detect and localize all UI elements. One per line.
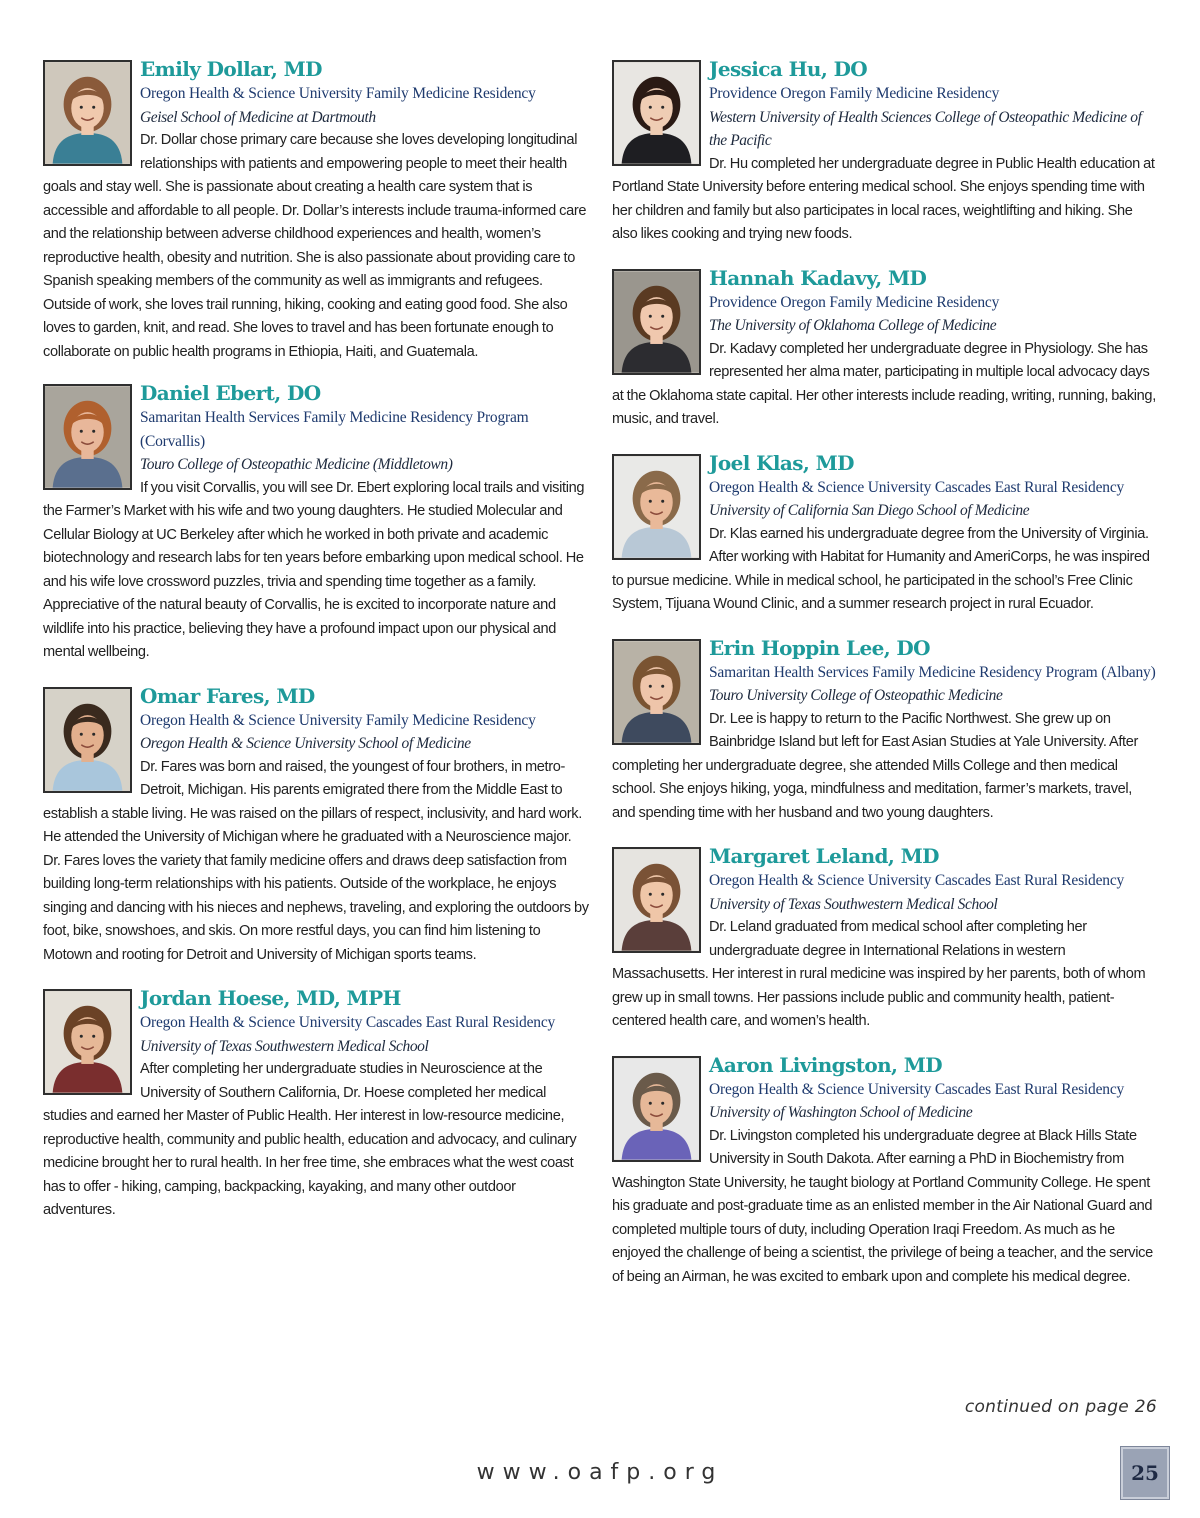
portrait-photo bbox=[612, 1056, 701, 1162]
portrait-photo bbox=[612, 847, 701, 953]
portrait-photo bbox=[612, 454, 701, 560]
medical-school: Geisel School of Medicine at Dartmouth bbox=[140, 108, 376, 126]
profile-hannah-kadavy bbox=[612, 265, 1158, 432]
profile-margaret-leland bbox=[612, 843, 1158, 1034]
residency-program: Oregon Health & Science University Cascades East Rural Residency bbox=[709, 478, 1125, 496]
portrait-photo bbox=[43, 60, 132, 166]
profile-jordan-hoese bbox=[43, 985, 589, 1223]
profile-name: Jordan Hoese, MD, MPH bbox=[140, 986, 401, 1010]
medical-school: University of Texas Southwestern Medical School bbox=[140, 1037, 429, 1055]
profile-name: Daniel Ebert, DO bbox=[140, 381, 321, 405]
medical-school: Western University of Health Sciences College of Osteopathic Medicine of the Pacific bbox=[709, 108, 1142, 149]
profile-name: Hannah Kadavy, MD bbox=[709, 265, 927, 290]
medical-school: University of Washington School of Medicine bbox=[709, 1104, 973, 1121]
profile-joel-klas bbox=[612, 450, 1158, 617]
medical-school: The University of Oklahoma College of Medicine bbox=[709, 317, 997, 334]
residency-program: Oregon Health & Science University Cascades East Rural Residency bbox=[709, 1080, 1125, 1098]
portrait-photo bbox=[43, 687, 132, 793]
profile-name: Joel Klas, MD bbox=[709, 450, 854, 475]
biography-text: Dr. Kadavy completed her undergraduate degree in Physiology. She has represented her alma mater, participating in multiple local advocacy days at the Oklahoma state capital. Her other interests include reading, writing, running, baking, music, and travel. bbox=[612, 340, 1156, 427]
biography-text: Dr. Dollar chose primary care because she loves developing longitudinal relationships with patients and empowering people to meet their health goals and stay well. She is passionate about creating a health care system that is accessible and affordable to all people. Dr. Dollar’s interests include trauma-informed care and the relationship between adverse childhood experiences and health, women’s reproductive health, obesity and nutrition. She is also passionate about providing care to Spanish speaking members of the community as well as immigrants and refugees. Outside of work, she loves trail running, hiking, cooking and eating good food. She also loves to garden, knit, and read. She loves to travel and has been fortunate enough to collaborate on public health programs in Ethiopia, Haiti, and Guatemala. bbox=[43, 132, 587, 360]
profile-name: Margaret Leland, MD bbox=[709, 844, 939, 868]
biography-text: Dr. Leland graduated from medical school after completing her undergraduate degree in International Relations in western Massachusetts. Her interest in rural medicine was inspired by her parents, both of whom grew up in small towns. Her passions include public and community health, patient-centered health care, and women’s health. bbox=[612, 919, 1146, 1029]
biography-text: Dr. Fares was born and raised, the youngest of four brothers, in metro-Detroit, Michigan. His parents emigrated there from the Middle East to establish a stable living. He was raised on the pillars of respect, inclusivity, and hard work. He attended the University of Michigan where he graduated with a Neuroscience major. Dr. Fares loves the variety that family medicine offers and draws deep satisfaction from building long-term relationships with his patients. Outside of the workplace, he enjoys singing and dancing with his nieces and nephews, traveling, and exploring the outdoors by foot, bike, snowshoes, and skis. On more restful days, you can find him listening to Motown and rooting for Detroit and University of Michigan sports teams. bbox=[43, 758, 589, 963]
profile-jessica-hu bbox=[612, 56, 1158, 247]
biography-text: Dr. Lee is happy to return to the Pacific Northwest. She grew up on Bainbridge Island but left for East Asian Studies at Yale University. After completing her undergraduate degree, she attended Mills College and then medical school. She enjoys hiking, yoga, mindfulness and meditation, farmer’s markets, travel, and spending time with her husband and two young daughters. bbox=[612, 710, 1139, 821]
medical-school: University of California San Diego School of Medicine bbox=[709, 502, 1030, 519]
profile-erin-hoppin-lee bbox=[612, 635, 1158, 826]
portrait-photo bbox=[612, 269, 701, 375]
biography-text: Dr. Livingston completed his undergraduate degree at Black Hills State University in South Dakota. After earning a PhD in Biochemistry from Washington State University, he taught biology at Portland Community College. He spent his graduate and post-graduate time as an enlisted member in the Air National Guard and completed multiple tours of duty, including Operation Iraqi Freedom. As much as he enjoyed the challenge of being a scientist, the privilege of being a teacher, and the service of being an Airman, he was excited to embark upon and complete his medical degree. bbox=[612, 1127, 1153, 1285]
residency-program: Providence Oregon Family Medicine Residency bbox=[709, 85, 1000, 102]
portrait-photo bbox=[43, 384, 132, 490]
footer-url[interactable]: www.oafp.org bbox=[476, 1460, 724, 1485]
medical-school: Touro University College of Osteopathic Medicine bbox=[709, 687, 1003, 704]
residency-program: Samaritan Health Services Family Medicine Residency Program (Albany) bbox=[709, 663, 1156, 681]
residency-program: Oregon Health & Science University Cascades East Rural Residency bbox=[140, 1014, 556, 1031]
biography-text: Dr. Hu completed her undergraduate degree in Public Health education at Portland State University before entering medical school. She enjoys spending time with her children and family but also participates in local races, weightlifting and hiking. She also likes cooking and trying new foods. bbox=[612, 155, 1155, 242]
residency-program: Oregon Health & Science University Family Medicine Residency bbox=[140, 711, 536, 729]
residency-program: Oregon Health & Science University Cascades East Rural Residency bbox=[709, 872, 1125, 889]
profile-name: Jessica Hu, DO bbox=[709, 57, 868, 81]
profile-aaron-livingston bbox=[612, 1052, 1158, 1290]
portrait-photo bbox=[612, 60, 701, 166]
medical-school: Touro College of Osteopathic Medicine (Middletown) bbox=[140, 456, 453, 473]
biography-text: After completing her undergraduate studies in Neuroscience at the University of Southern California, Dr. Hoese completed her medical studies and earned her Master of Public Health. Her interest in low-resource medicine, reproductive health, community and public health, education and advocacy, and culinary medicine brought her to rural health. In her free time, she embraces what the west coast has to offer - hiking, camping, backpacking, kayaking, and many other outdoor adventures. bbox=[43, 1061, 577, 1218]
portrait-photo bbox=[43, 989, 132, 1095]
profile-name: Omar Fares, MD bbox=[140, 683, 315, 708]
biography-text: If you visit Corvallis, you will see Dr. Ebert exploring local trails and visiting the Farmer’s Market with his wife and two young daughters. He studied Molecular and Cellular Biology at UC Berkeley after which he worked in both private and academic biotechnology and research labs for ten years before embarking upon medical school. He and his wife love crossword puzzles, trivia and spending time together as a family. Appreciative of the natural beauty of Corvallis, he is excited to incorporate nature and wildlife into his practice, believing they have a profound impact upon our physical and mental wellbeing. bbox=[43, 479, 585, 660]
profile-daniel-ebert bbox=[43, 380, 589, 665]
residency-program: Samaritan Health Services Family Medicine Residency Program (Corvallis) bbox=[140, 409, 529, 450]
portrait-photo bbox=[612, 639, 701, 745]
medical-school: University of Texas Southwestern Medical School bbox=[709, 895, 998, 913]
profile-omar-fares bbox=[43, 683, 589, 968]
residency-program: Providence Oregon Family Medicine Residency bbox=[709, 293, 1000, 311]
page-number: 25 bbox=[1121, 1447, 1169, 1499]
continued-note: continued on page 26 bbox=[964, 1397, 1157, 1417]
medical-school: Oregon Health & Science University School of Medicine bbox=[140, 735, 471, 752]
profile-emily-dollar bbox=[43, 56, 589, 364]
profile-name: Emily Dollar, MD bbox=[140, 57, 322, 81]
profile-name: Aaron Livingston, MD bbox=[709, 1052, 943, 1077]
left-column bbox=[43, 56, 589, 1223]
right-column bbox=[612, 56, 1158, 1289]
profile-name: Erin Hoppin Lee, DO bbox=[709, 635, 930, 660]
biography-text: Dr. Klas earned his undergraduate degree from the University of Virginia. After working with Habitat for Humanity and AmeriCorps, he was inspired to pursue medicine. While in medical school, he participated in the school’s Free Clinic System, Tijuana Wound Clinic, and a summer research project in rural Ecuador. bbox=[612, 525, 1150, 612]
residency-program: Oregon Health & Science University Family Medicine Residency bbox=[140, 85, 536, 102]
